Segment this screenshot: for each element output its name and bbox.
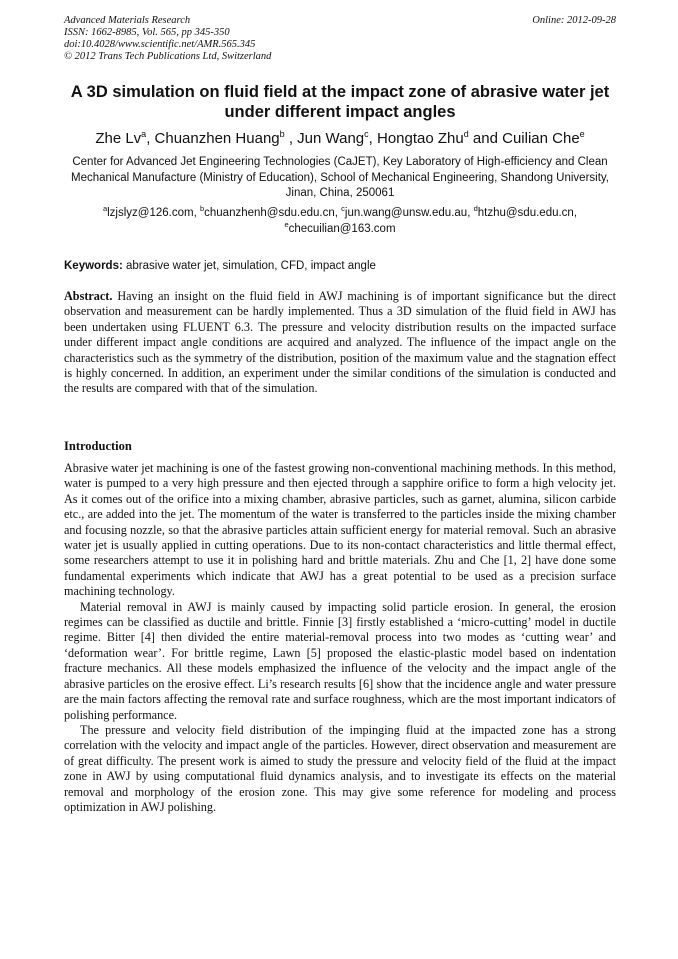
author-name: Zhe Lv bbox=[95, 130, 142, 147]
email-link[interactable]: checuilian@163.com bbox=[288, 222, 396, 235]
journal-header bbox=[64, 15, 616, 63]
email-link[interactable]: jun.wang@unsw.edu.au bbox=[344, 207, 468, 219]
paragraph: Abrasive water jet machining is one of the fastest growing non-conventional machining methods. In this method, water is pumped to a very high pressure and then ejected through a sapphire orifice to form a high velocity jet. As it comes out of the orifice into a mixing chamber, abrasive particles, such as garnet, alumina, silicon carbide etc., are added into the jet. The momentum of the water is transferred to the particles inside the mixing chamber and focusing nozzle, so that the abrasive particles attain sufficient energy for material removal. Such an abrasive water jet is usually applied in cutting operations. Due to its non-contact characteristics and little thermal effect, some researchers attempt to use it in polishing hard and brittle materials. Zhu and Che [1, 2] have done some fundamental experiments which indicate that AWJ has a great potential to be used as a precision surface machining technology. bbox=[64, 461, 616, 599]
author-sup: a bbox=[141, 129, 147, 139]
doi-line[interactable]: doi:10.4028/www.scientific.net/AMR.565.345 bbox=[64, 39, 256, 50]
affiliation: Center for Advanced Jet Engineering Technologies (CaJET), Key Laboratory of High-efficiency and Clean Mechanical Manufacture (Ministry of Education), School of Mechanical Engineering, Shandong University, Jinan, China, 250061 bbox=[70, 156, 609, 199]
email-link[interactable]: lzjslyz@126.com bbox=[107, 207, 194, 219]
copyright-line: © 2012 Trans Tech Publications Ltd, Switzerland bbox=[64, 51, 272, 62]
author-sup: b bbox=[279, 129, 285, 139]
keywords-text: abrasive water jet, simulation, CFD, impact angle bbox=[126, 260, 376, 272]
author-sup: e bbox=[579, 129, 585, 139]
introduction-body bbox=[64, 461, 616, 815]
email-sup: b bbox=[199, 204, 205, 213]
paragraph: The pressure and velocity field distribution of the impinging fluid at the impacted zone has a strong correlation with the velocity and impact angle of the particles. However, direct observation and measurement are of great difficulty. The present work is aimed to study the pressure and velocity field of the fluid at the impact zone in AWJ by using computational fluid dynamics analysis, and to investigate its effects on the material removal and morphology of the erosion zone. This may give some reference for modeling and process optimization in AWJ polishing. bbox=[64, 722, 616, 814]
author-list bbox=[64, 130, 616, 148]
email-sup: e bbox=[284, 219, 289, 229]
abstract-text: Having an insight on the fluid field in AWJ machining is of important significance but the direct observation and measurement can be hardly implemented. Thus a 3D simulation of the fluid field in AWJ has been undertaken using FLUENT 6.3. The pressure and velocity distribution results on the impacted surface under different impact angle conditions are acquired and analyzed. The influence of the impact angle on the characteristics such as the symmetry of the distribution, position of the maximum value and the stagnation effect is highly concerned. In addition, an experiment under the similar conditions of the simulation is conducted and the results are compared with that of the simulation. bbox=[64, 289, 616, 396]
author-name: Hongtao Zhu bbox=[377, 130, 464, 147]
author-separator: , bbox=[284, 130, 298, 147]
author-separator: , bbox=[368, 130, 377, 147]
email-link[interactable]: htzhu@sdu.edu.cn bbox=[477, 207, 574, 219]
author-separator: and bbox=[468, 130, 503, 147]
paragraph: Material removal in AWJ is mainly caused by impacting solid particle erosion. In general, the erosion regimes can be classified as ductile and brittle. Finnie [3] firstly established a ‘micro-cutting’ model in ductile regime. Bitter [4] then divided the entire material-removal process into two modes as ‘cutting wear’ and ‘deformation wear’. For brittle regime, Lawn [5] proposed the elastic-plastic model based on indentation fracture mechanics. All these models emphasized the influence of the velocity and the impact angle of the abrasive particles on the erosive effect. Li’s research results [6] show that the incidence angle and water pressure are the main factors affecting the removal rate and surface roughness, which are the most important indicators of polishing performance. bbox=[64, 599, 616, 722]
author-sup: c bbox=[364, 129, 369, 139]
keywords bbox=[64, 259, 616, 274]
author-name: Chuanzhen Huang bbox=[154, 130, 280, 147]
abstract-label: Abstract. bbox=[64, 289, 113, 303]
email-sup: d bbox=[473, 204, 478, 213]
section-heading-introduction: Introduction bbox=[64, 439, 132, 453]
abstract bbox=[64, 289, 616, 397]
journal-name: Advanced Materials Research bbox=[64, 15, 191, 26]
author-separator: , bbox=[146, 130, 155, 147]
issn-line: ISSN: 1662-8985, Vol. 565, pp 345-350 bbox=[64, 27, 230, 38]
online-date: Online: 2012-09-28 bbox=[532, 15, 616, 26]
paper-title: A 3D simulation on fluid field at the impact zone of abrasive water jet under different impact angles bbox=[70, 83, 610, 121]
email-sup: a bbox=[102, 204, 108, 213]
email-sup: c bbox=[341, 204, 345, 213]
keywords-label: Keywords: bbox=[64, 260, 123, 272]
email-link[interactable]: chuanzhenh@sdu.edu.cn bbox=[204, 207, 335, 219]
author-name: Cuilian Che bbox=[502, 130, 580, 147]
author-name: Jun Wang bbox=[297, 130, 365, 147]
email-list: $^a$lzjslyz@126.com, $^b$chuanzhenh@sdu.edu.cn, $^c$jun.wang@unsw.edu.au, $^d$htzhu@sdu.edu.cn, $^e$checuilian@163.com bbox=[102, 204, 578, 235]
author-sup: d bbox=[463, 129, 469, 139]
